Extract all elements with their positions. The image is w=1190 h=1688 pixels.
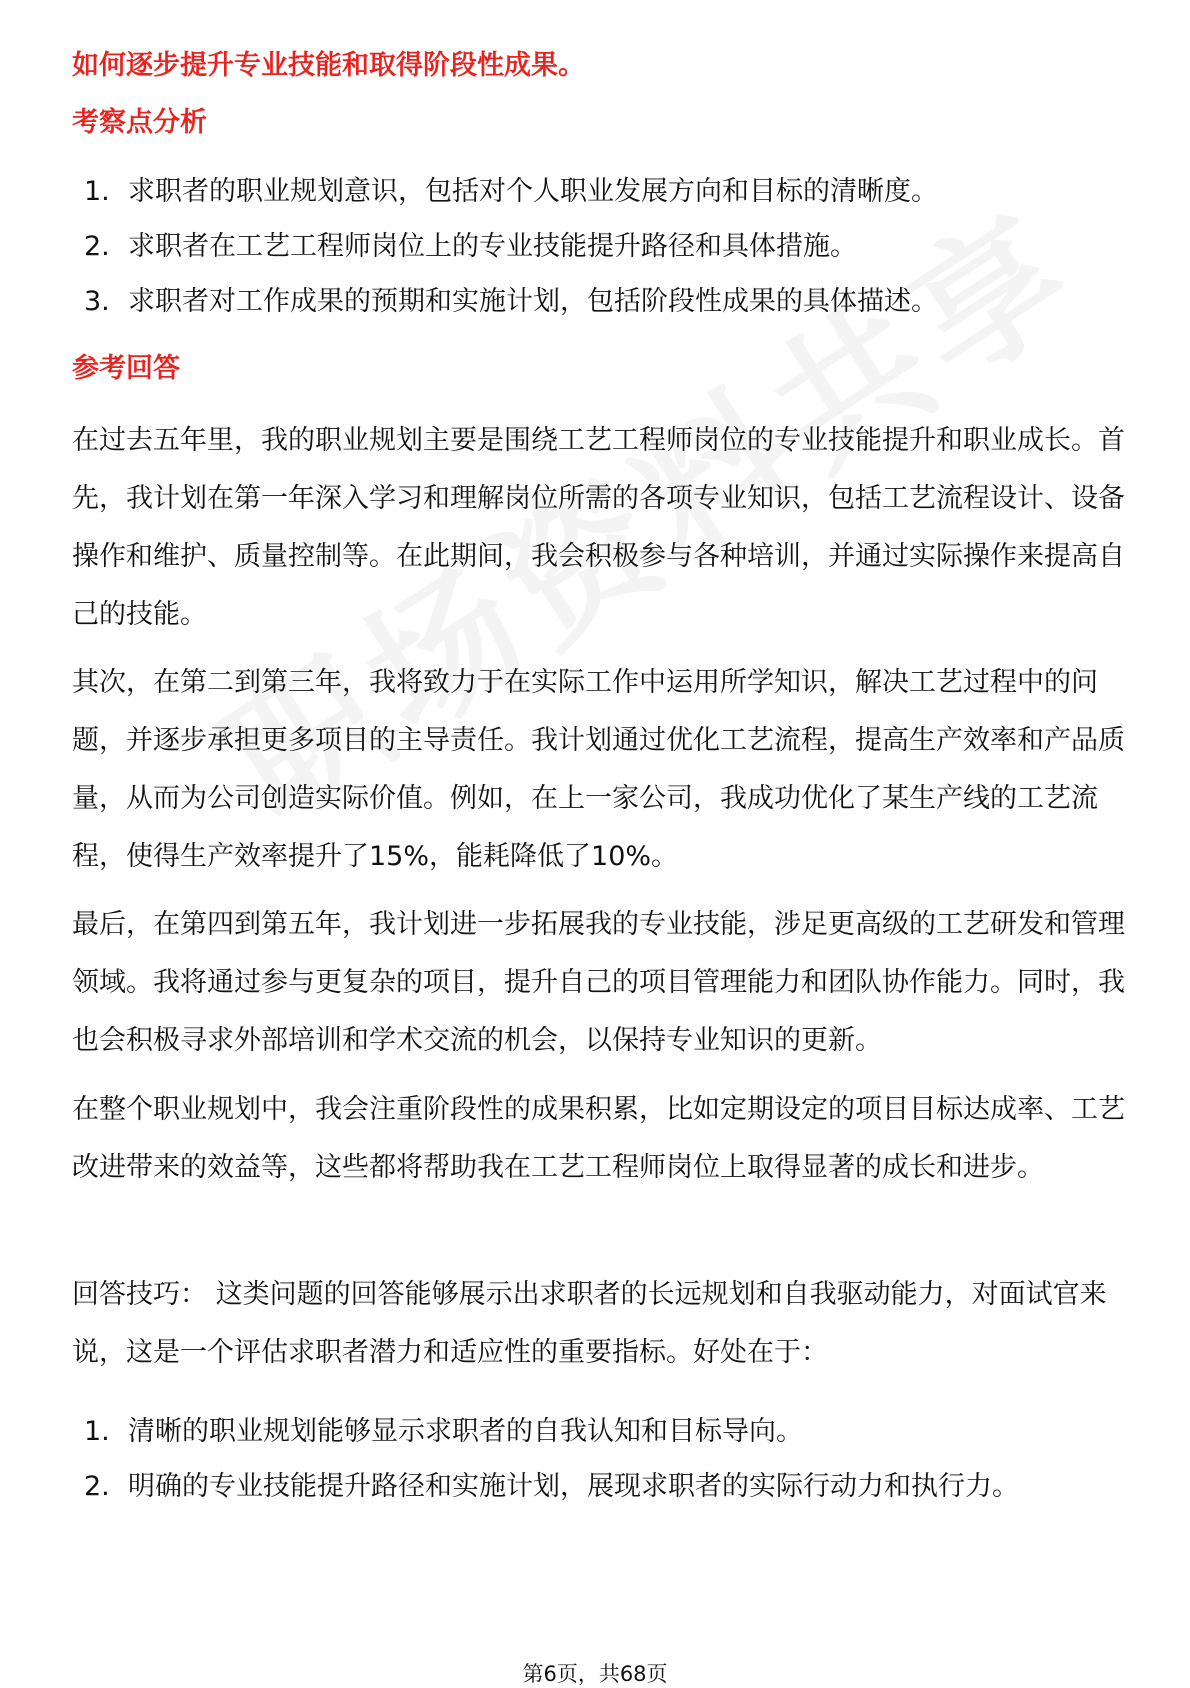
answer-paragraph: 在整个职业规划中，我会注重阶段性的成果积累，比如定期设定的项目目标达成率、工艺改进带来的效益等，这些都将帮助我在工艺工程师岗位上取得显著的成长和进步。 xyxy=(72,1094,1125,1183)
answer-heading: 参考回答 xyxy=(72,353,180,384)
list-item xyxy=(84,1414,803,1450)
answer-paragraph: 其次，在第二到第三年，我将致力于在实际工作中运用所学知识，解决工艺过程中的问题，并逐步承担更多项目的主导责任。我计划通过优化工艺流程，提高生产效率和产品质量，从而为公司创造实际价值。例如，在上一家公司，我成功优化了某生产线的工艺流程，使得生产效率提升了15%，能耗降低了10%。 xyxy=(72,667,1125,872)
answer-paragraph: 在过去五年里，我的职业规划主要是围绕工艺工程师岗位的专业技能提升和职业成长。首先，我计划在第一年深入学习和理解岗位所需的各项专业知识，包括工艺流程设计、设备操作和维护、质量控制等。在此期间，我会积极参与各种培训，并通过实际操作来提高自己的技能。 xyxy=(72,425,1125,630)
list-number: 1. xyxy=(84,176,110,207)
analysis-heading: 考察点分析 xyxy=(72,107,207,138)
list-text: 求职者的职业规划意识，包括对个人职业发展方向和目标的清晰度。 xyxy=(128,176,938,207)
list-item xyxy=(84,1469,1019,1505)
tips-paragraph: 回答技巧： 这类问题的回答能够展示出求职者的长远规划和自我驱动能力，对面试官来说，这是一个评估求职者潜力和适应性的重要指标。好处在于： xyxy=(72,1279,1107,1368)
question-tail: 如何逐步提升专业技能和取得阶段性成果。 xyxy=(72,50,585,81)
page-footer: 第6页，共68页 xyxy=(522,1662,668,1686)
list-number: 1. xyxy=(84,1416,110,1447)
list-text: 求职者对工作成果的预期和实施计划，包括阶段性成果的具体描述。 xyxy=(128,286,938,317)
list-item xyxy=(84,229,857,265)
list-text: 清晰的职业规划能够显示求职者的自我认知和目标导向。 xyxy=(128,1416,803,1447)
answer-paragraph: 最后，在第四到第五年，我计划进一步拓展我的专业技能，涉足更高级的工艺研发和管理领域。我将通过参与更复杂的项目，提升自己的项目管理能力和团队协作能力。同时，我也会积极寻求外部培训和学术交流的机会，以保持专业知识的更新。 xyxy=(72,909,1125,1056)
list-item xyxy=(84,174,938,210)
list-item xyxy=(84,284,938,320)
list-number: 2. xyxy=(84,1471,110,1502)
list-number: 2. xyxy=(84,231,110,262)
list-number: 3. xyxy=(84,286,110,317)
list-text: 求职者在工艺工程师岗位上的专业技能提升路径和具体措施。 xyxy=(128,231,857,262)
list-text: 明确的专业技能提升路径和实施计划，展现求职者的实际行动力和执行力。 xyxy=(128,1471,1019,1502)
